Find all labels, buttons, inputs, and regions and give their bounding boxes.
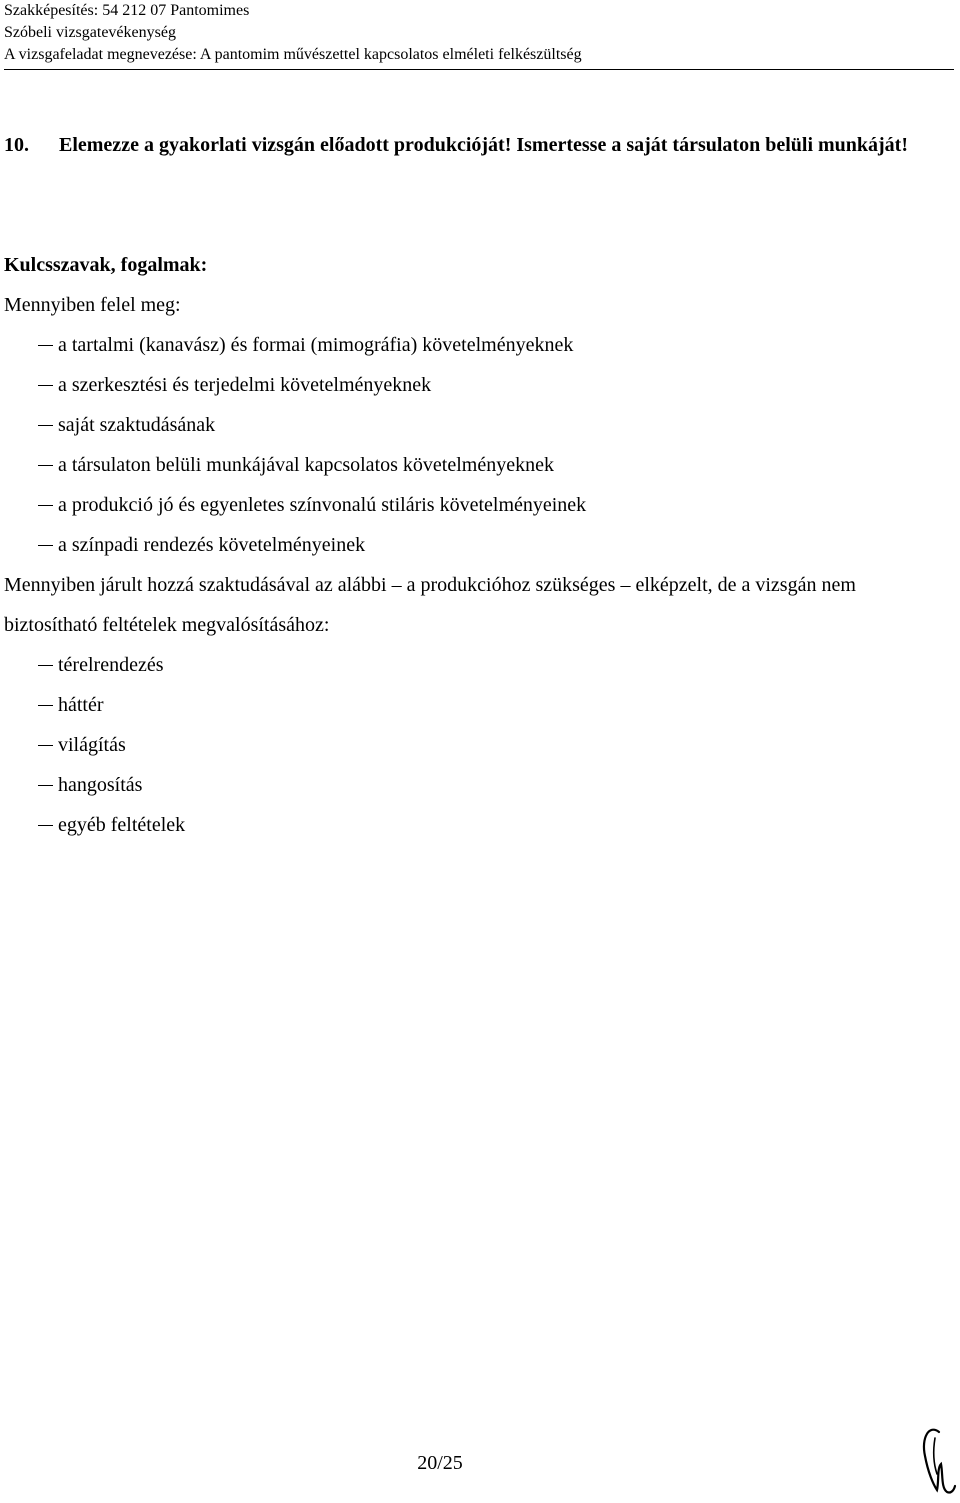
section2-item-text: egyéb feltételek: [58, 814, 186, 836]
section1-item: [4, 405, 949, 445]
section1-list: [4, 325, 949, 565]
section2-item: [4, 725, 949, 765]
section1-item-text: a társulaton belüli munkájával kapcsolatos követelményeknek: [58, 454, 554, 476]
header-qualification: Szakképesítés: 54 212 07 Pantomimes: [4, 2, 250, 19]
header-task-name: A vizsgafeladat megnevezése: A pantomim művészettel kapcsolatos elméleti felkészültség: [4, 46, 582, 63]
keywords-title: Kulcsszavak, fogalmak:: [4, 254, 208, 276]
section1-item: [4, 485, 949, 525]
dash-icon: [38, 665, 53, 666]
dash-icon: [38, 545, 53, 546]
section2-list: [4, 645, 949, 845]
dash-icon: [38, 465, 53, 466]
dash-icon: [38, 825, 53, 826]
exam-question: [4, 128, 944, 163]
section2-item-text: hangosítás: [58, 774, 143, 796]
section1-item-text: a színpadi rendezés követelményeinek: [58, 534, 366, 556]
section1-item: [4, 445, 949, 485]
section1-item-text: a tartalmi (kanavász) és formai (mimográfia) követelményeknek: [58, 334, 574, 356]
page-header: [4, 0, 954, 70]
section2-intro: Mennyiben járult hozzá szaktudásával az alábbi – a produkcióhoz szükséges – elképzelt, de a vizsgán nem biztosítható feltételek megvalósításához:: [4, 574, 856, 636]
section1-item-text: a produkció jó és egyenletes színvonalú stiláris követelményeinek: [58, 494, 587, 516]
dash-icon: [38, 385, 53, 386]
section1-intro: Mennyiben felel meg:: [4, 294, 181, 316]
dash-icon: [38, 745, 53, 746]
answer-guide: [4, 245, 949, 845]
section2-item-text: térelrendezés: [58, 654, 164, 676]
section1-item: [4, 365, 949, 405]
section1-item: [4, 325, 949, 365]
section2-item: [4, 645, 949, 685]
question-text: Elemezze a gyakorlati vizsgán előadott produkcióját! Ismertesse a saját társulaton belüli munkáját!: [59, 134, 909, 156]
signature-icon: [917, 1420, 957, 1500]
section1-item-text: a szerkesztési és terjedelmi követelményeknek: [58, 374, 432, 396]
dash-icon: [38, 505, 53, 506]
header-exam-type: Szóbeli vizsgatevékenység: [4, 24, 176, 41]
dash-icon: [38, 345, 53, 346]
section2-item-text: világítás: [58, 734, 126, 756]
section2-item: [4, 765, 949, 805]
dash-icon: [38, 785, 53, 786]
section2-item: [4, 685, 949, 725]
page-number: 20/25: [417, 1452, 463, 1474]
dash-icon: [38, 705, 53, 706]
question-number: 10.: [4, 134, 29, 156]
section2-item-text: háttér: [58, 694, 104, 716]
section2-item: [4, 805, 949, 845]
dash-icon: [38, 425, 53, 426]
section1-item-text: saját szaktudásának: [58, 414, 216, 436]
section1-item: [4, 525, 949, 565]
